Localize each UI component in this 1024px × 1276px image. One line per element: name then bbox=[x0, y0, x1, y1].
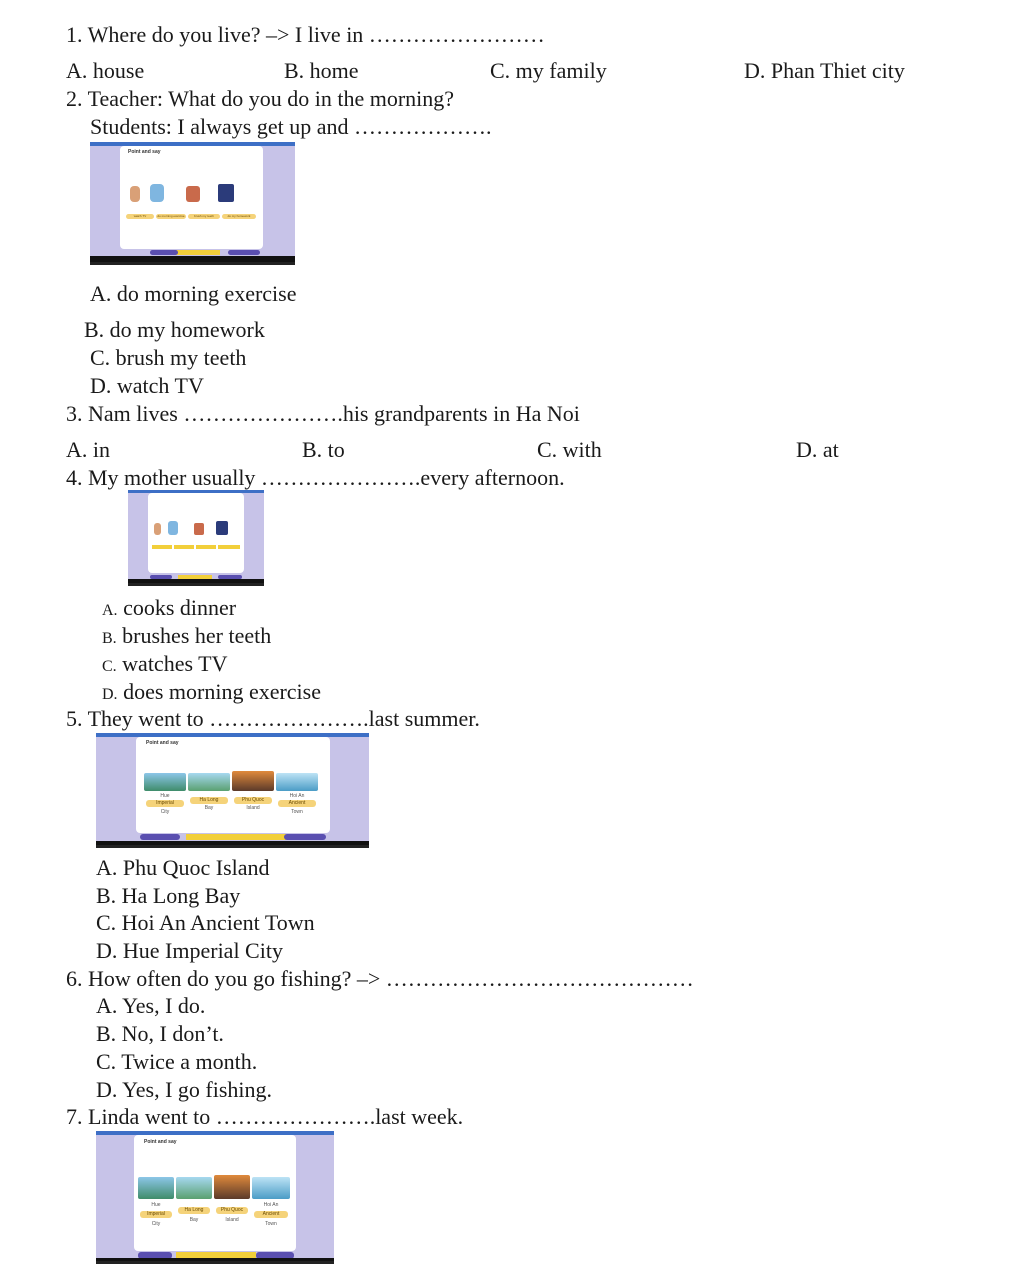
q4-option-a[interactable]: A. cooks dinner bbox=[102, 595, 237, 620]
q1-option-c[interactable]: C. my family bbox=[490, 58, 607, 83]
q6-option-c[interactable]: C. Twice a month. bbox=[96, 1049, 258, 1074]
q2-option-c[interactable]: C. brush my teeth bbox=[90, 345, 247, 370]
question-4-stem: 4. My mother usually ………………….every afternoon. bbox=[66, 465, 565, 490]
question-7-stem: 7. Linda went to ………………….last week. bbox=[66, 1104, 464, 1129]
question-1-stem: 1. Where do you live? –> I live in …………………… bbox=[66, 22, 545, 47]
q5-option-b[interactable]: B. Ha Long Bay bbox=[96, 883, 241, 908]
q4-option-c[interactable]: C. watches TV bbox=[102, 651, 228, 676]
question-3-stem: 3. Nam lives ………………….his grandparents in Ha Noi bbox=[66, 401, 580, 426]
routine-slide-image-1: Point and say watch TV do morning exercise brush my teeth do my homework bbox=[90, 142, 295, 265]
places-slide-image-1: Point and say Hue Hoi An Imperial Ha Long Phu Quoc Ancient City Bay Island Town bbox=[96, 733, 369, 848]
q4-option-d[interactable]: D. does morning exercise bbox=[102, 679, 321, 704]
question-6-stem: 6. How often do you go fishing? –> …………………………………… bbox=[66, 966, 694, 991]
question-5-stem: 5. They went to ………………….last summer. bbox=[66, 706, 480, 731]
routine-slide-image-2 bbox=[128, 490, 264, 586]
q1-option-d[interactable]: D. Phan Thiet city bbox=[744, 58, 905, 83]
question-2-stem: 2. Teacher: What do you do in the morning? bbox=[66, 86, 455, 111]
places-slide-image-2: Point and say Hue Hoi An Imperial Ha Long Phu Quoc Ancient City Bay Island Town bbox=[96, 1131, 334, 1264]
q1-option-b[interactable]: B. home bbox=[284, 58, 359, 83]
slide-title: Point and say bbox=[128, 149, 161, 155]
q2-option-b[interactable]: B. do my homework bbox=[84, 317, 265, 342]
q1-option-a[interactable]: A. house bbox=[66, 58, 145, 83]
q2-option-d[interactable]: D. watch TV bbox=[90, 373, 204, 398]
q6-option-d[interactable]: D. Yes, I go fishing. bbox=[96, 1077, 273, 1102]
q3-option-a[interactable]: A. in bbox=[66, 437, 110, 462]
q6-option-b[interactable]: B. No, I don’t. bbox=[96, 1021, 224, 1046]
q5-option-d[interactable]: D. Hue Imperial City bbox=[96, 938, 283, 963]
q3-option-b[interactable]: B. to bbox=[302, 437, 345, 462]
q5-option-c[interactable]: C. Hoi An Ancient Town bbox=[96, 910, 315, 935]
q3-option-d[interactable]: D. at bbox=[796, 437, 839, 462]
q3-option-c[interactable]: C. with bbox=[537, 437, 602, 462]
q2-option-a[interactable]: A. do morning exercise bbox=[90, 281, 297, 306]
q5-option-a[interactable]: A. Phu Quoc Island bbox=[96, 855, 270, 880]
q4-option-b[interactable]: B. brushes her teeth bbox=[102, 623, 272, 648]
question-2-stem-line2: Students: I always get up and ………………. bbox=[90, 114, 492, 139]
q6-option-a[interactable]: A. Yes, I do. bbox=[96, 993, 206, 1018]
